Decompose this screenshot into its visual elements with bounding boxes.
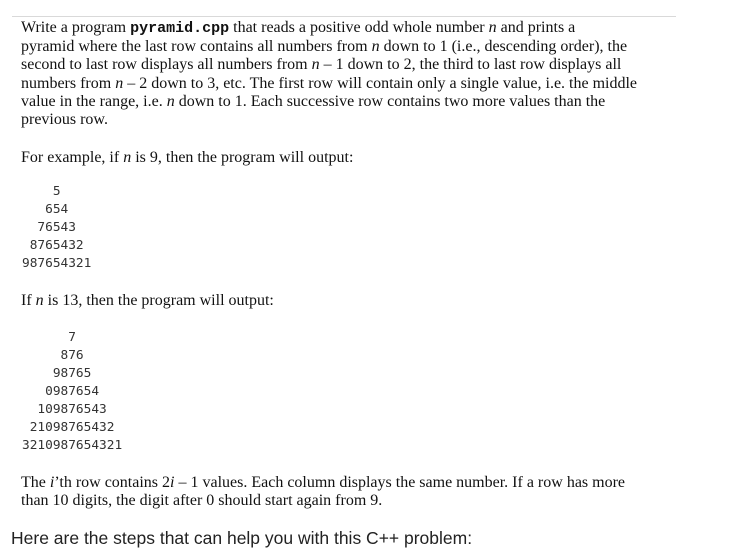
- filename-code: pyramid.cpp: [130, 20, 230, 37]
- output-row: 98765: [22, 366, 92, 381]
- rule-paragraph: [21, 474, 661, 510]
- output-row: 987654321: [22, 256, 92, 271]
- output-row: 109876543: [22, 402, 107, 417]
- top-divider: [12, 16, 676, 17]
- intro-line: Write a program pyramid.cpp that reads a positive odd whole number n and prints a: [21, 19, 576, 37]
- output-row: 7: [22, 330, 76, 345]
- intro-line: value in the range, i.e. n down to 1. Each successive row contains two more values than the: [21, 92, 606, 110]
- example2-output: [22, 329, 122, 455]
- intro-line: numbers from n – 2 down to 3, etc. The first row will contain only a single value, i.e. the middle: [21, 74, 638, 92]
- output-row: 654: [22, 202, 69, 217]
- output-row: 3210987654321: [22, 438, 123, 453]
- rule-line: than 10 digits, the digit after 0 should start again from 9.: [21, 492, 383, 510]
- rule-line: The i’th row contains 2i – 1 values. Each column displays the same number. If a row has more: [21, 474, 626, 491]
- output-row: 876: [22, 348, 84, 363]
- output-row: 8765432: [22, 238, 84, 253]
- output-row: 21098765432: [22, 420, 115, 435]
- intro-line: pyramid where the last row contains all numbers from n down to 1 (i.e., descending order), the: [21, 38, 628, 56]
- example2-lead: If n is 13, then the program will output:: [21, 292, 274, 309]
- intro-line: previous row.: [21, 111, 108, 129]
- example1-output: [22, 183, 91, 273]
- intro-line: second to last row displays all numbers from n – 1 down to 2, the third to last row displays all: [21, 56, 622, 74]
- example1-lead: For example, if n is 9, then the program will output:: [21, 149, 354, 166]
- output-row: 5: [22, 184, 61, 199]
- output-row: 0987654: [22, 384, 100, 399]
- output-row: 76543: [22, 220, 76, 235]
- footer-text: Here are the steps that can help you with this C++ problem:: [11, 528, 473, 548]
- intro-paragraph: [21, 19, 661, 129]
